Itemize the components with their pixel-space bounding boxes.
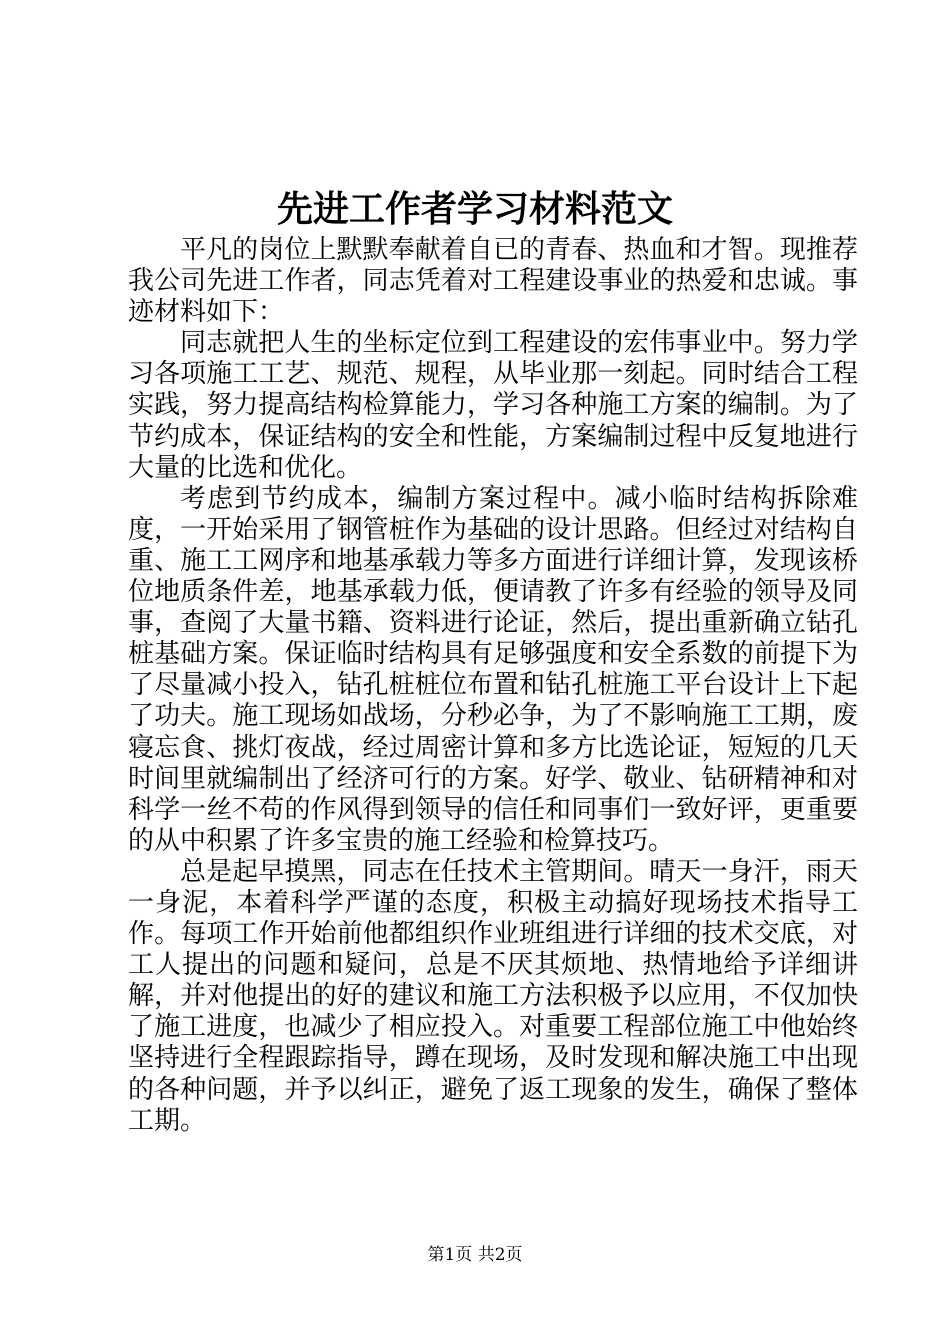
document-title: 先进工作者学习材料范文 [276,188,673,230]
paragraph-4: 总是起早摸黑，同志在任技术主管期间。晴天一身汗，雨天一身泥，本着科学严谨的态度，积极主动搞好现场技术指导工作。每项工作开始前他都组织作业班组进行详细的技术交底，对工人提出的问题和疑问，总是不厌其烦地、热情地给予详细讲解，并对他提出的好的建议和施工方法积极予以应用，不仅加快了施工进度，也减少了相应投入。对重要工程部位施工中他始终坚持进行全程跟踪指导，蹲在现场，及时发现和解决施工中出现的各种问题，并予以纠正，避免了返工现象的发生，确保了整体工期。 [128,856,858,1136]
paragraph-2: 同志就把人生的坐标定位到工程建设的宏伟事业中。努力学习各项施工工艺、规范、规程，从毕业那一刻起。同时结合工程实践，努力提高结构检算能力，学习各种施工方案的编制。为了节约成本，保证结构的安全和性能，方案编制过程中反复地进行大量的比选和优化。 [128,328,858,483]
document-body [128,235,858,1137]
paragraph-1: 平凡的岗位上默默奉献着自已的青春、热血和才智。现推荐我公司先进工作者，同志凭着对工程建设事业的热爱和忠诚。事迹材料如下： [128,235,858,328]
paragraph-3: 考虑到节约成本，编制方案过程中。减小临时结构拆除难度，一开始采用了钢管桩作为基础的设计思路。但经过对结构自重、施工工网序和地基承载力等多方面进行详细计算，发现该桥位地质条件差，地基承载力低，便请教了许多有经验的领导及同事，查阅了大量书籍、资料进行论证，然后，提出重新确立钻孔桩基础方案。保证临时结构具有足够强度和安全系数的前提下为了尽量减小投入，钻孔桩桩位布置和钻孔桩施工平台设计上下起了功夫。施工现场如战场，分秒必争，为了不影响施工工期，废寝忘食、挑灯夜战，经过周密计算和多方比选论证，短短的几天时间里就编制出了经济可行的方案。好学、敬业、钻研精神和对科学一丝不苟的作风得到领导的信任和同事们一致好评，更重要的从中积累了许多宝贵的施工经验和检算技巧。 [128,483,858,856]
page-number-footer: 第1页 共2页 [427,1245,523,1265]
